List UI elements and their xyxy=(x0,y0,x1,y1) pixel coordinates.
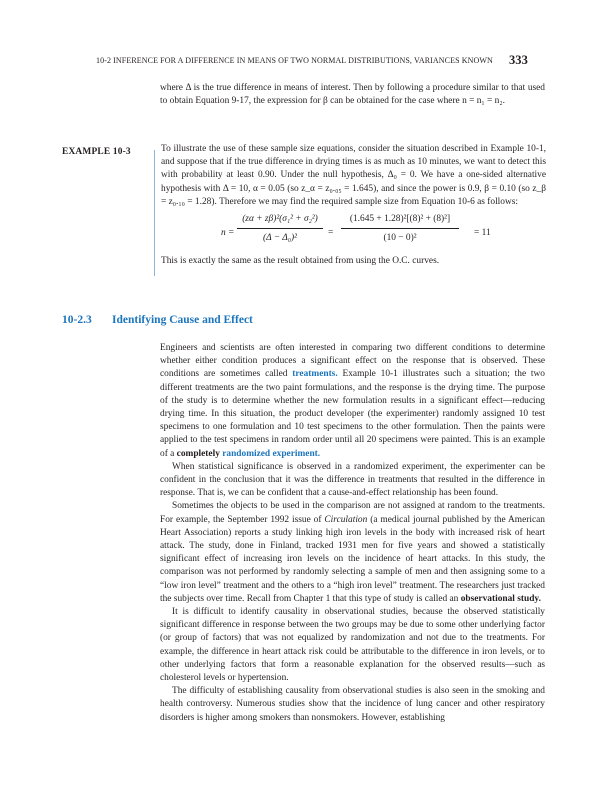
equation-result: = 11 xyxy=(474,228,491,239)
fraction1-bar xyxy=(237,228,323,229)
equation-fraction-numeric xyxy=(341,213,459,245)
paragraph-1 xyxy=(160,342,545,461)
keyword-observational-study: observational study. xyxy=(460,593,541,604)
paragraph-4: It is difficult to identify causality in observational studies, because the observed statistically significant difference in response between the two groups may be due to some other underlying factor (or group of factors) that was not equalized by randomization and not due to the treatments. For example, the difference in heart attack risk could be attributable to the difference in iron levels, or to other underlying factors that form a reasonable explanation for the observed results—such as cholesterol levels or hypertension. xyxy=(160,607,545,684)
lead-paragraph-block xyxy=(160,82,545,108)
sample-size-equation xyxy=(161,213,546,249)
paragraph-3 xyxy=(160,500,545,606)
journal-name: Circulation xyxy=(324,514,368,525)
section-body xyxy=(160,342,545,725)
running-title: 10-2 INFERENCE FOR A DIFFERENCE IN MEANS OF TWO NORMAL DISTRIBUTIONS, VARIANCES KNOWN xyxy=(96,56,493,65)
equation-fraction-symbolic xyxy=(237,213,323,245)
lead-paragraph: where Δ is the true difference in means of interest. Then by following a procedure similar to that used to obtain Equation 9-17, the expression for β can be obtained for the case where n = n₁ = n₂. xyxy=(160,83,545,107)
paragraph-1-text-a: Engineers and scientists are often interested in comparing two different conditions to determine whether either condition produces a significant effect on the response that is observed. These conditions are sometimes called xyxy=(160,343,545,380)
example-label: EXAMPLE 10-3 xyxy=(62,147,131,157)
fraction2-bar xyxy=(341,228,459,229)
example-closing: This is exactly the same as the result obtained from using the O.C. curves. xyxy=(161,256,440,267)
keyword-completely: completely xyxy=(176,448,220,459)
section-title: Identifying Cause and Effect xyxy=(112,314,253,326)
fraction1-denominator: (Δ − Δ₀)² xyxy=(263,233,297,244)
example-rule xyxy=(154,150,155,276)
paragraph-1-text-b: Example 10-1 illustrates such a situation; the two different treatments are the two paint formulations, and the response is the drying time. The purpose of the study is to determine whether the new formulation results in a significant effect—reducing drying time. In this situation, the product developer (the experimenter) randomly assigned 10 test specimens to one formulation and 10 test specimens to the other formulation. Then the paints were applied to the test specimens in random order until all 20 specimens were painted. This is an example of a xyxy=(160,369,545,459)
page-number: 333 xyxy=(508,53,528,67)
paragraph-3-text-a: Sometimes the objects to be used in the comparison are not assigned at random to the treatments. For example, the September 1992 issue of xyxy=(160,501,545,525)
keyword-treatments: treatments. xyxy=(292,369,338,380)
equation-equals: = xyxy=(328,228,334,239)
fraction2-numerator: (1.645 + 1.28)²[(8)² + (8)²] xyxy=(349,214,451,225)
example-text: To illustrate the use of these sample size equations, consider the situation described in Example 10-1, and suppose that if the true difference in drying times is as much as 10 minutes, we want to detect this with probability at least 0.90. Under the null hypothesis, Δ₀ = 0. We have a one-sided alternative hypothesis with Δ = 10, α = 0.05 (so z_α = z₀.₀₅ = 1.645), and since the power is 0.9, β = 0.10 (so z_β = z₀.₁₀ = 1.28). Therefore we may find the required sample size from Equation 10-6 as follows: xyxy=(161,144,546,207)
keyword-randomized-experiment: randomized experiment. xyxy=(222,448,321,459)
running-header xyxy=(96,53,528,67)
section-heading xyxy=(62,314,253,326)
fraction2-denominator: (10 − 0)² xyxy=(383,233,417,244)
example-body xyxy=(161,143,546,268)
equation-lhs: n = xyxy=(221,228,235,239)
section-number: 10-2.3 xyxy=(62,314,92,326)
fraction1-numerator: (zα + zβ)²(σ₁² + σ₂²) xyxy=(242,214,318,225)
paragraph-5: The difficulty of establishing causality from observational studies is also seen in the smoking and health controversy. Numerous studies show that the incidence of lung cancer and other respiratory disorders is higher among smokers than nonsmokers. However, establishing xyxy=(160,686,545,723)
paragraph-2: When statistical significance is observed in a randomized experiment, the experimenter can be confident in the conclusion that it was the difference in treatments that resulted in the difference in response. That is, we can be confident that a cause-and-effect relationship has been found. xyxy=(160,461,545,499)
paragraph-3-text-b: (a medical journal published by the American Heart Association) reports a study linking high iron levels in the body with increased risk of heart attack. The study, done in Finland, tracked 1931 men for five years and showed a statistically significant effect of increasing iron levels on the incidence of heart attacks. In this study, the comparison was not performed by randomly selecting a sample of men and then assigning some to a “low iron level” treatment and the others to a “high iron level” treatment. The researchers just tracked the subjects over time. Recall from Chapter 1 that this type of study is called an xyxy=(160,514,545,604)
